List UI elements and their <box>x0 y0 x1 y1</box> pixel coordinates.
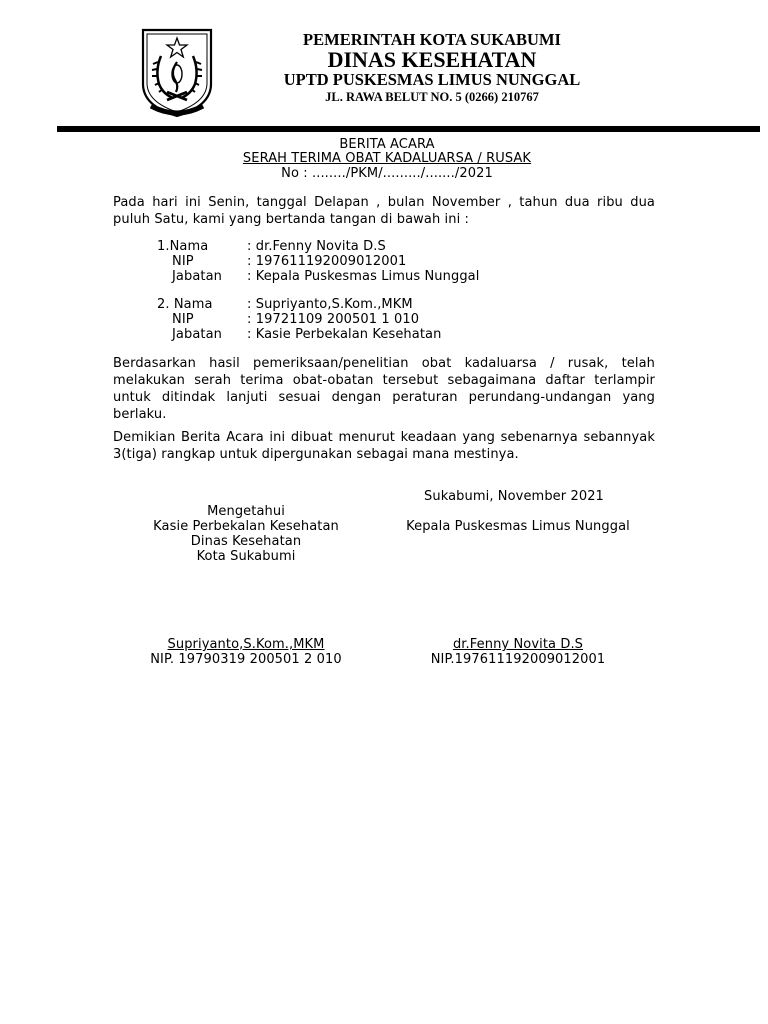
closing-line: Demikian Berita Acara ini dibuat menurut keadaan yang sebenarnya sebannyak <box>113 430 655 445</box>
closing-paragraph <box>113 429 655 463</box>
letterhead-unit: UPTD PUSKESMAS LIMUS NUNGGAL <box>283 70 581 89</box>
letterhead-government: PEMERINTAH KOTA SUKABUMI <box>303 30 561 49</box>
intro-line: Pada hari ini Senin, tanggal Delapan , bulan November , tahun dua ribu dua <box>113 195 655 210</box>
party2-name-value: : Supriyanto,S.Kom.,MKM <box>247 297 413 312</box>
party1-nip-label: NIP <box>172 254 194 269</box>
party2-position-label: Jabatan <box>172 327 223 342</box>
party1-name-value: : dr.Fenny Novita D.S <box>247 239 386 254</box>
body-paragraph <box>113 355 655 423</box>
left-signer-title: Kasie Perbekalan Kesehatan <box>153 519 339 534</box>
party2-position-value: : Kasie Perbekalan Kesehatan <box>247 327 442 342</box>
right-signer-name: dr.Fenny Novita D.S <box>452 637 584 652</box>
right-signer-title: Kepala Puskesmas Limus Nunggal <box>406 519 630 534</box>
body-line: untuk ditindak lanjuti sesuai dengan peraturan perundang-undangan yang <box>113 390 655 405</box>
place-date: Sukabumi, November 2021 <box>424 489 604 504</box>
left-signer-office: Dinas Kesehatan <box>190 534 302 549</box>
document-number: No : ......../PKM/........./......./2021 <box>281 166 493 181</box>
right-signer-nip: NIP.197611192009012001 <box>430 652 606 667</box>
letterhead-agency: DINAS KESEHATAN <box>327 47 537 72</box>
body-line: Berdasarkan hasil pemeriksaan/penelitian obat kadaluarsa / rusak, telah <box>113 356 655 371</box>
left-signer-nip: NIP. 19790319 200501 2 010 <box>150 652 342 667</box>
party2-name-label: 2. Nama <box>157 297 213 312</box>
city-emblem-icon <box>121 26 233 118</box>
closing-line: 3(tiga) rangkap untuk dipergunakan sebagai mana mestinya. <box>113 447 519 462</box>
intro-paragraph <box>113 194 655 228</box>
left-signer-city: Kota Sukabumi <box>196 549 296 564</box>
party1-position-label: Jabatan <box>172 269 223 284</box>
intro-line: puluh Satu, kami yang bertanda tangan di bawah ini : <box>113 212 469 227</box>
party2-nip-value: : 19721109 200501 1 010 <box>247 312 420 327</box>
party1-position-value: : Kepala Puskesmas Limus Nunggal <box>247 269 480 284</box>
letterhead-divider <box>57 126 760 132</box>
document-subtitle-text: SERAH TERIMA OBAT KADALUARSA / RUSAK <box>242 151 532 166</box>
letterhead-address: JL. RAWA BELUT NO. 5 (0266) 210767 <box>325 90 539 104</box>
body-line: melakukan serah terima obat-obatan tersebut sebagaimana daftar terlampir <box>113 373 655 388</box>
left-signer-acknowledged: Mengetahui <box>207 504 285 519</box>
party1-nip-value: : 197611192009012001 <box>247 254 407 269</box>
body-line: berlaku. <box>113 407 167 422</box>
document-title: BERITA ACARA <box>339 137 435 152</box>
party1-name-label: 1.Nama <box>157 239 209 254</box>
party2-nip-label: NIP <box>172 312 194 327</box>
left-signer-name: Supriyanto,S.Kom.,MKM <box>167 637 325 652</box>
